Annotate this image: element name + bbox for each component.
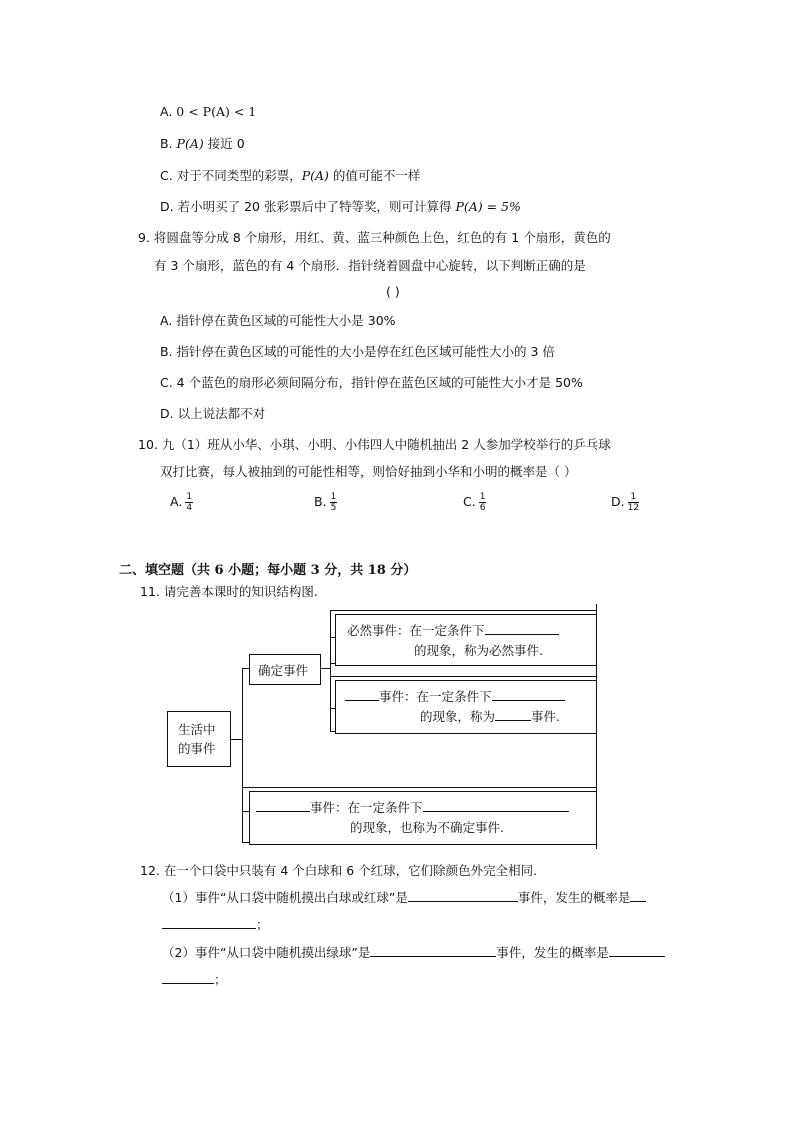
- q12-part1-prob-blank-b[interactable]: [162, 916, 256, 929]
- q12-part2-cont: ；: [162, 970, 227, 988]
- q12-part1-cont: ；: [162, 915, 269, 933]
- q9-stem-line2: 有 3 个扇形，蓝色的有 4 个扇形．指针绕着圆盘中心旋转，以下判断正确的是: [154, 258, 586, 273]
- random-event-name-blank[interactable]: [256, 799, 310, 812]
- q8-option-a: A. 0 < P(A) < 1: [160, 104, 257, 119]
- certain-event-box: 必然事件：在一定条件下 的现象，称为必然事件.: [335, 614, 597, 666]
- q12-part2: （2）事件“从口袋中随机摸出绿球”是 事件，发生的概率是: [162, 943, 665, 961]
- q9-option-d: D. 以上说法都不对: [160, 406, 266, 421]
- q11-prompt: 11. 请完善本课时的知识结构图.: [140, 584, 318, 599]
- q12-stem: 12. 在一个口袋中只装有 4 个白球和 6 个红球，它们除颜色外完全相同.: [140, 863, 538, 878]
- q12-part2-prob-blank-b[interactable]: [162, 971, 214, 984]
- q10-option-d: D. $\frac{1}{12}$: [611, 492, 640, 513]
- impossible-event-condition-blank[interactable]: [492, 688, 565, 701]
- q12-part1: （1）事件“从口袋中随机摸出白球或红球”是 事件，发生的概率是: [162, 888, 646, 906]
- q10-option-b-fraction: $\frac{1}{5}$: [330, 492, 337, 513]
- certain-event-blank[interactable]: [485, 622, 559, 635]
- q10-option-a: A. $\frac{1}{4}$: [170, 492, 193, 513]
- root-node-box: 生活中 的事件: [167, 711, 231, 767]
- q9-option-a: A. 指针停在黄色区域的可能性大小是 30%: [160, 313, 396, 328]
- q12-part2-prob-blank-a[interactable]: [609, 944, 665, 957]
- q10-option-b: B. $\frac{1}{5}$: [314, 492, 337, 513]
- q9-answer-paren: ( ): [386, 284, 400, 299]
- q12-part1-prob-blank-a[interactable]: [630, 889, 646, 902]
- q9-option-c: C. 4 个蓝色的扇形必须间隔分布，指针停在蓝色区域的可能性大小才是 50%: [160, 375, 583, 390]
- q8-option-d: D. 若小明买了 20 张彩票后中了特等奖，则可计算得 P(A) = 5%: [160, 199, 521, 214]
- q8-option-a-math: 0 < P(A) < 1: [176, 104, 257, 119]
- q10-option-c: C. $\frac{1}{6}$: [463, 492, 486, 513]
- impossible-event-name-blank[interactable]: [345, 688, 379, 701]
- q10-option-c-fraction: $\frac{1}{6}$: [479, 492, 486, 513]
- determined-event-box: 确定事件: [249, 654, 321, 685]
- q9-option-b: B. 指针停在黄色区域的可能性的大小是停在红色区域可能性大小的 3 倍: [160, 344, 555, 359]
- q8-option-c: C. 对于不同类型的彩票，P(A) 的值可能不一样: [160, 168, 421, 183]
- q10-stem-line1: 10. 九（1）班从小华、小琪、小明、小伟四人中随机抽出 2 人参加学校举行的乒乓球: [138, 437, 611, 452]
- q9-stem-line1: 9. 将圆盘等分成 8 个扇形，用红、黄、蓝三种颜色上色，红色的有 1 个扇形，黄色的: [138, 230, 611, 245]
- q12-part2-event-blank[interactable]: [370, 944, 496, 957]
- random-event-box: 事件：在一定条件下 的现象，也称为不确定事件.: [249, 791, 597, 845]
- impossible-event-box: 事件：在一定条件下 的现象，称为 事件.: [335, 680, 597, 734]
- impossible-event-term-blank[interactable]: [495, 708, 531, 721]
- q10-option-a-fraction: $\frac{1}{4}$: [186, 492, 193, 513]
- q8-option-b: B. P(A) 接近 0: [160, 136, 245, 151]
- random-event-condition-blank[interactable]: [423, 799, 569, 812]
- q10-stem-line2: 双打比赛，每人被抽到的可能性相等，则恰好抽到小华和小明的概率是（ ）: [160, 464, 577, 479]
- q10-option-d-fraction: $\frac{1}{12}$: [627, 492, 640, 513]
- section-heading: 二、填空题（共 6 小题；每小题 3 分，共 18 分）: [119, 563, 417, 578]
- q12-part1-event-blank[interactable]: [408, 889, 518, 902]
